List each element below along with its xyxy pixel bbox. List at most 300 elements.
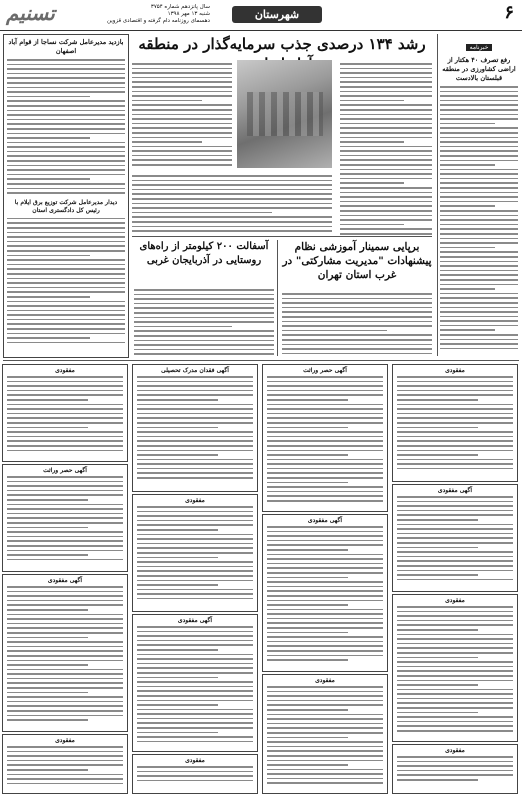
text-line: [137, 515, 253, 517]
text-line: [397, 445, 513, 447]
text-line: [267, 468, 383, 470]
text-line: [397, 450, 513, 452]
text-line: [397, 716, 513, 718]
text-line: [137, 561, 253, 563]
text-line: [397, 385, 513, 387]
text-line: [397, 542, 513, 544]
text-line: [397, 684, 478, 686]
text-line: [132, 68, 232, 70]
text-line: [397, 638, 513, 640]
text-line: [137, 570, 253, 572]
ad-title: آگهی مفقودی: [177, 617, 213, 624]
text-line: [132, 180, 332, 182]
issue-date: شنبه ۱۳ مهر ۱۳۹۸: [167, 11, 210, 17]
text-line: [132, 212, 272, 214]
text-line: [137, 654, 253, 656]
text-line: [340, 118, 432, 120]
text-line: [137, 598, 253, 600]
text-line: [440, 150, 518, 152]
text-line: [282, 298, 432, 300]
right-news-column: [440, 34, 518, 356]
masthead: [0, 0, 522, 31]
text-line: [132, 137, 232, 139]
text-line: [340, 146, 432, 148]
text-line: [7, 632, 123, 634]
text-line: [132, 86, 232, 88]
text-line: [267, 618, 383, 620]
text-line: [137, 722, 253, 724]
text-line: [137, 727, 253, 729]
text-line: [7, 650, 123, 652]
ad-title: آگهی حصر وراثت: [303, 367, 347, 374]
text-line: [7, 481, 123, 483]
ad-box: [2, 464, 128, 572]
text-line: [267, 500, 383, 502]
text-line: [440, 228, 518, 230]
ad-box: [262, 514, 388, 672]
text-line: [132, 203, 332, 205]
text-line: [134, 298, 274, 300]
text-line: [7, 77, 125, 79]
text-line: [7, 550, 123, 552]
ad-box: [132, 754, 258, 794]
text-line: [7, 91, 125, 93]
ad-box: [262, 674, 388, 794]
text-line: [440, 215, 518, 217]
text-line: [7, 222, 125, 224]
text-line: [267, 737, 348, 739]
ad-title: آگهی مفقودی: [307, 517, 343, 524]
text-line: [7, 192, 125, 194]
text-line: [132, 155, 232, 157]
text-line: [440, 251, 518, 253]
section-title: شهرستان: [232, 6, 322, 23]
ad-title: مفقودی: [185, 497, 205, 504]
text-line: [340, 132, 432, 134]
text-line: [7, 314, 125, 316]
text-line: [397, 730, 513, 732]
text-line: [137, 690, 253, 692]
text-line: [267, 655, 383, 657]
text-line: [440, 238, 518, 240]
text-line: [440, 205, 495, 207]
text-line: [340, 141, 404, 143]
text-line: [267, 440, 383, 442]
text-line: [7, 669, 123, 671]
text-line: [137, 538, 253, 540]
text-line: [340, 224, 404, 226]
text-line: [134, 312, 274, 314]
text-line: [7, 490, 123, 492]
text-line: [134, 353, 274, 355]
text-line: [282, 330, 387, 332]
text-line: [137, 413, 253, 415]
text-line: [397, 606, 513, 608]
text-line: [7, 227, 125, 229]
text-line: [440, 316, 518, 318]
text-line: [7, 673, 123, 675]
text-line: [340, 178, 432, 180]
text-line: [134, 303, 274, 305]
text-line: [7, 305, 125, 307]
text-line: [7, 476, 123, 478]
text-line: [397, 666, 513, 668]
text-line: [7, 623, 123, 625]
text-line: [7, 655, 123, 657]
text-line: [7, 296, 90, 298]
text-line: [7, 73, 125, 75]
text-line: [137, 709, 253, 711]
text-line: [440, 274, 518, 276]
text-line: [7, 440, 123, 442]
text-line: [7, 692, 88, 694]
text-line: [340, 187, 432, 189]
text-line: [7, 591, 123, 593]
text-line: [397, 721, 513, 723]
text-line: [7, 319, 125, 321]
text-line: [7, 301, 125, 303]
text-line: [397, 779, 478, 781]
text-line: [7, 715, 123, 717]
issue-number: سال پانزدهم شماره ۳۷۵۴: [150, 4, 210, 10]
text-line: [7, 705, 123, 707]
text-line: [282, 339, 432, 341]
text-line: [397, 496, 513, 498]
text-line: [340, 159, 432, 161]
text-line: [7, 627, 123, 629]
section-tag: خبرنامه: [466, 44, 493, 51]
text-line: [7, 545, 123, 547]
text-line: [267, 540, 383, 542]
text-line: [132, 118, 232, 120]
text-line: [267, 422, 383, 424]
text-line: [7, 719, 88, 721]
text-line: [440, 284, 518, 286]
text-line: [440, 118, 518, 120]
text-line: [7, 595, 123, 597]
text-line: [7, 586, 123, 588]
text-line: [7, 701, 123, 703]
text-line: [397, 510, 513, 512]
text-line: [397, 501, 513, 503]
text-line: [132, 72, 232, 74]
text-line: [340, 72, 432, 74]
text-line: [132, 226, 332, 228]
text-line: [132, 114, 232, 116]
text-line: [7, 119, 125, 121]
text-line: [7, 517, 123, 519]
text-line: [7, 183, 125, 185]
text-line: [397, 643, 513, 645]
text-line: [7, 218, 125, 220]
text-line: [137, 649, 218, 651]
newspaper-logo: تسنیم: [6, 1, 55, 25]
text-line: [397, 657, 478, 659]
text-line: [7, 142, 125, 144]
text-line: [137, 593, 253, 595]
text-line: [137, 520, 253, 522]
text-line: [267, 581, 383, 583]
text-line: [397, 647, 513, 649]
text-line: [132, 91, 232, 93]
text-line: [137, 427, 218, 429]
ad-box: [2, 734, 128, 794]
text-line: [137, 417, 253, 419]
text-line: [7, 614, 123, 616]
main-story-text: [340, 60, 432, 235]
text-line: [7, 678, 123, 680]
text-line: [137, 700, 253, 702]
text-line: [440, 256, 518, 258]
text-line: [7, 499, 88, 501]
text-line: [340, 109, 432, 111]
text-line: [137, 677, 218, 679]
text-line: [340, 150, 432, 152]
text-line: [137, 663, 253, 665]
text-line: [132, 127, 232, 129]
text-line: [267, 773, 383, 775]
text-line: [132, 146, 232, 148]
text-line: [267, 385, 383, 387]
text-line: [397, 454, 478, 456]
text-line: [7, 273, 125, 275]
text-line: [340, 155, 432, 157]
text-line: [440, 247, 495, 249]
text-line: [440, 224, 518, 226]
text-line: [397, 624, 513, 626]
text-line: [340, 219, 432, 221]
text-line: [397, 390, 513, 392]
text-line: [267, 590, 383, 592]
text-line: [7, 385, 123, 387]
text-line: [397, 399, 478, 401]
text-line: [7, 422, 123, 424]
text-line: [267, 486, 383, 488]
text-line: [7, 554, 88, 556]
text-line: [267, 427, 348, 429]
text-line: [134, 335, 274, 337]
text-line: [440, 307, 518, 309]
text-line: [340, 77, 432, 79]
text-line: [7, 751, 123, 753]
ad-title: مفقودی: [55, 367, 75, 374]
text-line: [340, 233, 432, 235]
text-line: [7, 376, 123, 378]
text-line: [267, 495, 383, 497]
text-line: [137, 718, 253, 720]
text-line: [7, 778, 123, 780]
text-line: [132, 95, 232, 97]
ad-box: [132, 494, 258, 612]
text-line: [7, 133, 125, 135]
text-line: [440, 123, 495, 125]
text-line: [267, 463, 383, 465]
text-line: [7, 450, 123, 452]
text-line: [397, 440, 513, 442]
text-line: [132, 198, 332, 200]
text-line: [397, 376, 513, 378]
ad-box: [392, 594, 518, 742]
text-line: [340, 201, 432, 203]
text-line: [267, 627, 383, 629]
text-line: [7, 100, 125, 102]
text-line: [7, 527, 88, 529]
text-line: [397, 611, 513, 613]
text-line: [267, 686, 383, 688]
text-line: [7, 381, 123, 383]
text-line: [137, 524, 253, 526]
page-number: ۶: [504, 2, 514, 23]
text-line: [137, 771, 253, 773]
text-line: [267, 609, 383, 611]
text-line: [397, 528, 513, 530]
text-line: [7, 682, 123, 684]
text-line: [134, 340, 274, 342]
body-text: [440, 86, 518, 349]
text-line: [440, 95, 518, 97]
text-line: [440, 114, 518, 116]
text-line: [134, 294, 274, 296]
text-line: [340, 164, 432, 166]
text-line: [7, 146, 125, 148]
text-line: [137, 547, 253, 549]
text-line: [397, 629, 478, 631]
text-line: [267, 408, 383, 410]
text-line: [7, 508, 123, 510]
text-line: [397, 689, 513, 691]
text-line: [137, 381, 253, 383]
asphalt-text: [134, 286, 274, 356]
text-line: [397, 514, 513, 516]
text-line: [440, 91, 518, 93]
text-line: [7, 245, 125, 247]
text-line: [282, 344, 432, 346]
text-line: [7, 82, 125, 84]
text-line: [137, 704, 218, 706]
text-line: [397, 551, 513, 553]
text-line: [397, 413, 513, 415]
text-line: [397, 620, 513, 622]
text-line: [137, 775, 253, 777]
text-line: [7, 137, 90, 139]
text-line: [137, 468, 253, 470]
text-line: [440, 137, 518, 139]
text-line: [7, 504, 123, 506]
text-line: [440, 155, 518, 157]
ad-title: مفقودی: [445, 597, 465, 604]
text-line: [267, 769, 383, 771]
text-line: [397, 524, 513, 526]
text-line: [137, 672, 253, 674]
text-line: [137, 580, 253, 582]
text-line: [7, 264, 125, 266]
text-line: [282, 348, 432, 350]
text-line: [7, 604, 123, 606]
text-line: [7, 342, 125, 344]
text-line: [7, 174, 125, 176]
text-line: [7, 427, 88, 429]
text-line: [440, 178, 518, 180]
text-line: [397, 570, 513, 572]
text-line: [267, 577, 348, 579]
text-line: [267, 764, 348, 766]
text-line: [267, 404, 383, 406]
text-line: [132, 216, 332, 218]
text-line: [267, 572, 383, 574]
text-line: [137, 404, 253, 406]
text-line: [440, 311, 518, 313]
text-line: [440, 201, 518, 203]
text-line: [267, 477, 383, 479]
text-line: [267, 732, 383, 734]
text-line: [7, 522, 123, 524]
text-line: [137, 506, 253, 508]
text-line: [7, 105, 125, 107]
text-line: [7, 87, 125, 89]
text-line: [397, 652, 513, 654]
text-line: [340, 123, 432, 125]
text-line: [134, 317, 274, 319]
text-line: [132, 164, 232, 166]
text-line: [7, 431, 123, 433]
text-line: [137, 681, 253, 683]
text-line: [440, 104, 518, 106]
text-line: [132, 230, 332, 232]
text-line: [440, 210, 518, 212]
text-line: [134, 326, 232, 328]
text-line: [267, 604, 348, 606]
text-line: [440, 127, 518, 129]
text-line: [340, 95, 432, 97]
text-line: [267, 450, 383, 452]
text-line: [7, 687, 123, 689]
text-line: [137, 445, 253, 447]
text-line: [137, 543, 253, 545]
text-line: [282, 334, 432, 336]
text-line: [137, 459, 253, 461]
left-news-box: [3, 34, 129, 358]
text-line: [7, 710, 123, 712]
text-line: [7, 68, 125, 70]
text-line: [137, 658, 253, 660]
text-line: [397, 615, 513, 617]
text-line: [267, 472, 383, 474]
text-line: [267, 549, 348, 551]
text-line: [267, 567, 383, 569]
text-line: [7, 531, 123, 533]
ad-title: آگهی حصر وراثت: [43, 467, 87, 474]
ad-box: [262, 364, 388, 512]
text-line: [340, 127, 432, 129]
text-line: [132, 123, 232, 125]
text-line: [267, 714, 383, 716]
seminar-headline: برپایی سمینار آموزشی نظام پیشنهادات "مدیریت مشارکتی" در غرب استان تهران: [282, 241, 432, 281]
text-line: [132, 141, 202, 143]
text-line: [137, 695, 253, 697]
text-line: [267, 746, 383, 748]
text-line: [7, 268, 125, 270]
text-line: [340, 182, 404, 184]
text-line: [440, 109, 518, 111]
text-line: [267, 491, 383, 493]
text-line: [7, 513, 123, 515]
text-line: [397, 565, 513, 567]
text-line: [267, 636, 383, 638]
text-line: [440, 302, 518, 304]
text-line: [132, 81, 232, 83]
ad-title: مفقودی: [445, 367, 465, 374]
text-line: [440, 196, 518, 198]
